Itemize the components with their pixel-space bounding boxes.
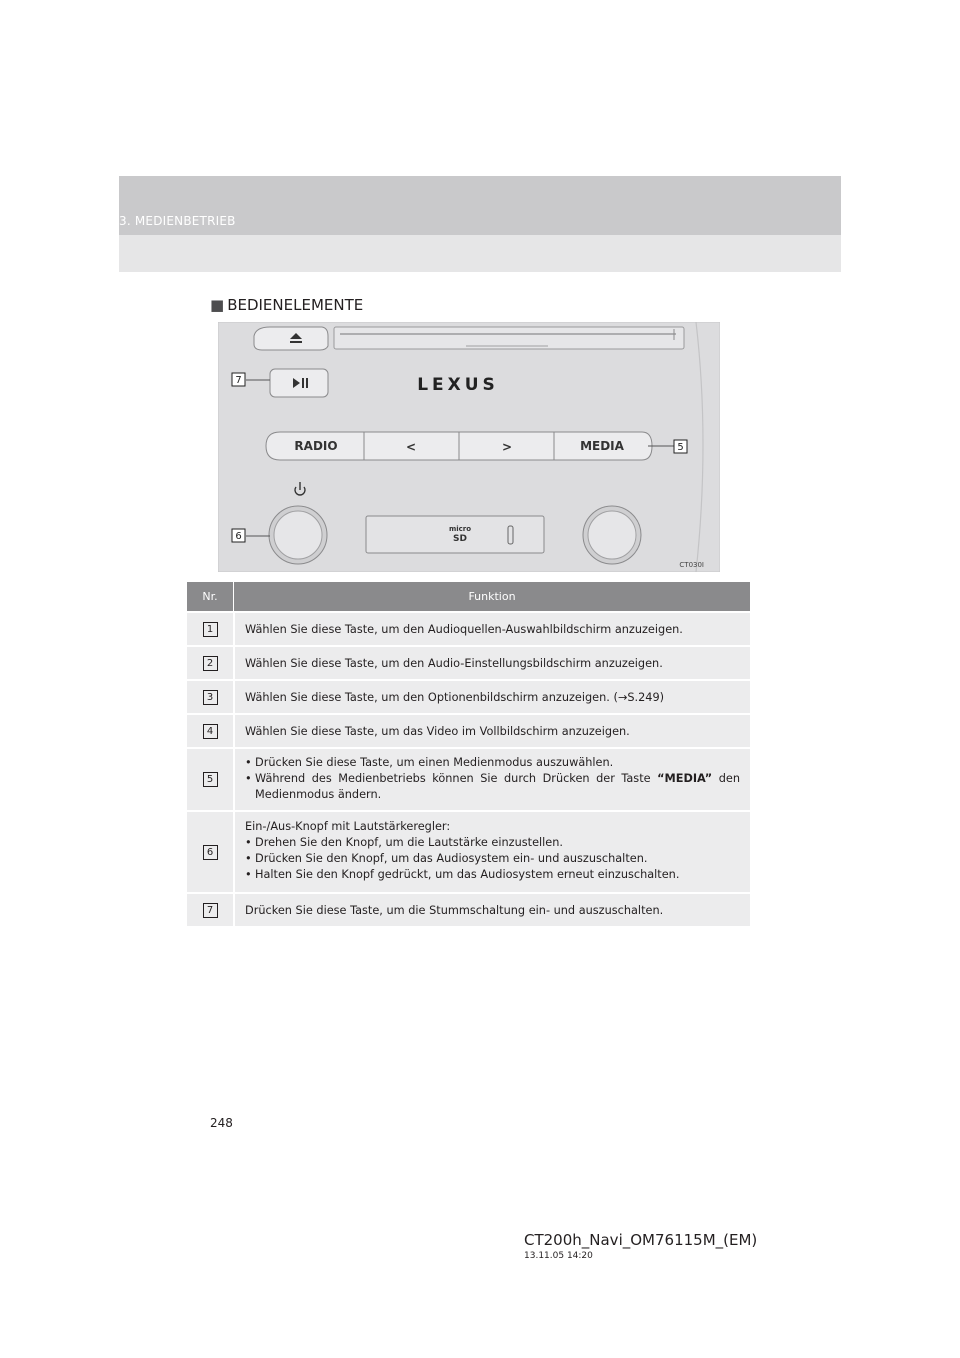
table-row bbox=[187, 747, 750, 810]
media-button[interactable]: MEDIA bbox=[580, 439, 624, 453]
sd-label: SD bbox=[453, 534, 467, 544]
row-bullet: Drücken Sie diese Taste, um einen Medienmodus auszuwählen. bbox=[255, 756, 614, 769]
table-row bbox=[187, 611, 750, 645]
row-intro: Ein-/Aus-Knopf mit Lautstärkeregler: bbox=[245, 820, 451, 833]
callout-6: 6 bbox=[235, 531, 242, 542]
row-text: Wählen Sie diese Taste, um den Audio-Einstellungsbildschirm anzuzeigen. bbox=[245, 657, 663, 670]
media-key-label: “MEDIA” bbox=[657, 772, 713, 785]
row-bullet: Drücken Sie den Knopf, um das Audiosystem ein- und auszuschalten. bbox=[255, 852, 648, 865]
control-panel-illustration bbox=[218, 322, 720, 572]
row-text: Wählen Sie diese Taste, um den Audioquellen-Auswahlbildschirm anzuzeigen. bbox=[245, 623, 683, 636]
function-table bbox=[187, 582, 750, 926]
callout-5: 5 bbox=[677, 442, 684, 453]
section-heading bbox=[210, 296, 363, 314]
square-bullet-icon: ■ bbox=[210, 296, 225, 314]
number-box: 6 bbox=[203, 845, 218, 860]
number-box: 3 bbox=[203, 690, 218, 705]
number-box: 2 bbox=[203, 656, 218, 671]
row-text: Drücken Sie diese Taste, um die Stummschaltung ein- und auszuschalten. bbox=[245, 904, 664, 917]
micro-sd-label: micro bbox=[448, 525, 472, 533]
document-code: CT200h_Navi_OM76115M_(EM) bbox=[524, 1231, 758, 1249]
table-row bbox=[187, 645, 750, 679]
row-bullet: Drehen Sie den Knopf, um die Lautstärke einzustellen. bbox=[255, 836, 563, 849]
row-bullet: Während des Medienbetriebs können Sie durch Drücken der Taste “MEDIA” den Medienmodus ändern. bbox=[255, 772, 740, 801]
number-box: 7 bbox=[203, 903, 218, 918]
header-bar bbox=[119, 176, 841, 235]
page-header bbox=[119, 176, 841, 272]
next-button[interactable]: > bbox=[501, 440, 513, 454]
callout-7: 7 bbox=[235, 375, 242, 386]
number-box: 5 bbox=[203, 772, 218, 787]
table-row bbox=[187, 679, 750, 713]
prev-button[interactable]: < bbox=[405, 440, 417, 454]
image-code: CT030I bbox=[679, 561, 704, 569]
row-text: Wählen Sie diese Taste, um den Optionenbildschirm anzuzeigen. (→S.249) bbox=[245, 691, 665, 704]
number-box: 4 bbox=[203, 724, 218, 739]
radio-button[interactable]: RADIO bbox=[294, 439, 338, 453]
control-panel-figure bbox=[218, 322, 720, 572]
number-box: 1 bbox=[203, 622, 218, 637]
section-heading-text: BEDIENELEMENTE bbox=[227, 296, 364, 314]
page-number: 248 bbox=[210, 1116, 233, 1130]
table-row bbox=[187, 810, 750, 892]
table-row bbox=[187, 713, 750, 747]
row-text: Ein-/Aus-Knopf mit Lautstärkeregler: • Drehen Sie den Knopf, um die Lautstärke einzustellen. • Drücken Sie den Knopf, um das Audiosystem ein- und auszuschalten. • Halten Sie den Knopf gedrückt, um das Audiosystem erneut einzuschalten. bbox=[235, 812, 750, 892]
lexus-logo: LEXUS bbox=[417, 375, 499, 395]
table-header bbox=[187, 582, 750, 611]
table-row bbox=[187, 892, 750, 926]
row-text: Wählen Sie diese Taste, um das Video im Vollbildschirm anzuzeigen. bbox=[245, 725, 630, 738]
document-timestamp: 13.11.05 14:20 bbox=[524, 1251, 593, 1261]
header-number: Nr. bbox=[202, 590, 218, 603]
header-function: Funktion bbox=[233, 582, 750, 611]
section-label: 3. MEDIENBETRIEB bbox=[119, 214, 236, 228]
row-text: • Drücken Sie diese Taste, um einen Medienmodus auszuwählen. • Während des Medienbetriebs können Sie durch Drücken der Taste “MEDIA” den Medienmodus ändern. bbox=[245, 756, 740, 801]
row-bullet: Halten Sie den Knopf gedrückt, um das Audiosystem erneut einzuschalten. bbox=[255, 868, 680, 881]
